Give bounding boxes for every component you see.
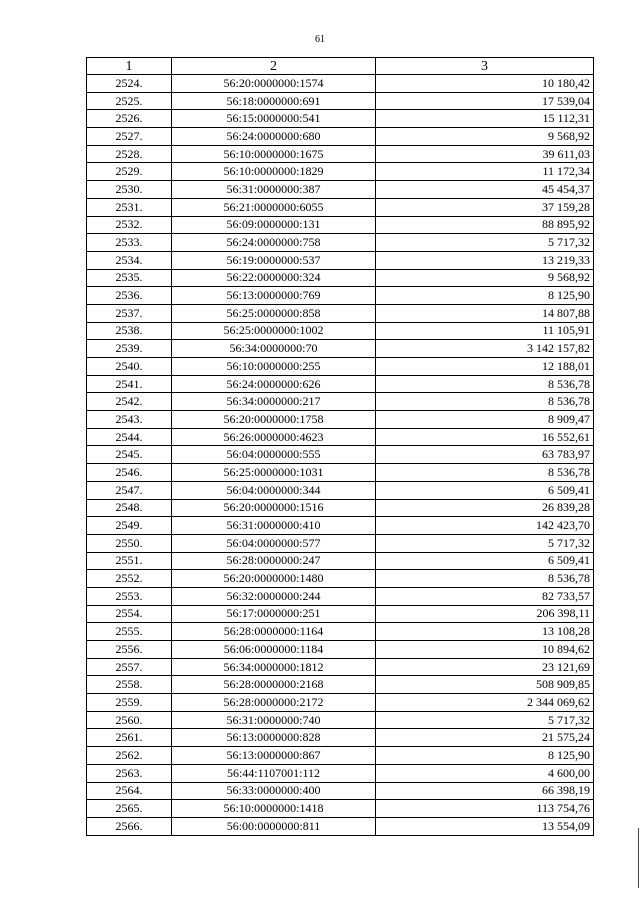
row-number-cell: 2545. [87, 446, 172, 464]
table-row [87, 234, 594, 252]
cadastral-number-cell: 56:18:0000000:691 [172, 92, 376, 110]
table-row [87, 641, 594, 659]
table-row [87, 570, 594, 588]
value-cell: 13 108,28 [376, 623, 594, 641]
row-number-cell: 2540. [87, 358, 172, 376]
row-number-cell: 2525. [87, 92, 172, 110]
table-row [87, 92, 594, 110]
table-row [87, 658, 594, 676]
value-cell: 206 398,11 [376, 605, 594, 623]
row-number-cell: 2554. [87, 605, 172, 623]
value-cell: 26 839,28 [376, 499, 594, 517]
value-cell: 5 717,32 [376, 534, 594, 552]
row-number-cell: 2543. [87, 411, 172, 429]
cadastral-number-cell: 56:20:0000000:1480 [172, 570, 376, 588]
row-number-cell: 2528. [87, 145, 172, 163]
value-cell: 8 536,78 [376, 464, 594, 482]
row-number-cell: 2530. [87, 181, 172, 199]
cadastral-number-cell: 56:24:0000000:626 [172, 375, 376, 393]
table-row [87, 534, 594, 552]
row-number-cell: 2541. [87, 375, 172, 393]
value-cell: 3 142 157,82 [376, 340, 594, 358]
value-cell: 9 568,92 [376, 128, 594, 146]
row-number-cell: 2550. [87, 534, 172, 552]
cadastral-number-cell: 56:34:0000000:217 [172, 393, 376, 411]
cadastral-number-cell: 56:10:0000000:255 [172, 358, 376, 376]
value-cell: 88 895,92 [376, 216, 594, 234]
row-number-cell: 2527. [87, 128, 172, 146]
table-row [87, 181, 594, 199]
cadastral-number-cell: 56:31:0000000:410 [172, 517, 376, 535]
value-cell: 8 536,78 [376, 570, 594, 588]
value-cell: 15 112,31 [376, 110, 594, 128]
table-row [87, 393, 594, 411]
row-number-cell: 2538. [87, 322, 172, 340]
row-number-cell: 2560. [87, 711, 172, 729]
table-row [87, 163, 594, 181]
cadastral-number-cell: 56:33:0000000:400 [172, 782, 376, 800]
row-number-cell: 2562. [87, 747, 172, 765]
table-row [87, 817, 594, 835]
row-number-cell: 2565. [87, 800, 172, 818]
value-cell: 508 909,85 [376, 676, 594, 694]
row-number-cell: 2537. [87, 304, 172, 322]
value-cell: 8 125,90 [376, 747, 594, 765]
value-cell: 10 894,62 [376, 641, 594, 659]
value-cell: 12 188,01 [376, 358, 594, 376]
row-number-cell: 2532. [87, 216, 172, 234]
row-number-cell: 2551. [87, 552, 172, 570]
cadastral-number-cell: 56:25:0000000:1031 [172, 464, 376, 482]
table-row [87, 587, 594, 605]
row-number-cell: 2547. [87, 481, 172, 499]
table-row [87, 711, 594, 729]
table-header [87, 58, 594, 75]
value-cell: 63 783,97 [376, 446, 594, 464]
row-number-cell: 2563. [87, 764, 172, 782]
table-body [87, 75, 594, 836]
cadastral-number-cell: 56:20:0000000:1758 [172, 411, 376, 429]
table-row [87, 287, 594, 305]
table-row [87, 800, 594, 818]
cadastral-number-cell: 56:10:0000000:1829 [172, 163, 376, 181]
table-row [87, 145, 594, 163]
row-number-cell: 2542. [87, 393, 172, 411]
table-row [87, 75, 594, 93]
row-number-cell: 2539. [87, 340, 172, 358]
value-cell: 14 807,88 [376, 304, 594, 322]
row-number-cell: 2552. [87, 570, 172, 588]
column-header-1: 1 [87, 58, 172, 75]
cadastral-number-cell: 56:34:0000000:1812 [172, 658, 376, 676]
cadastral-number-cell: 56:24:0000000:758 [172, 234, 376, 252]
table-row [87, 481, 594, 499]
row-number-cell: 2531. [87, 198, 172, 216]
table-row [87, 552, 594, 570]
column-header-3: 3 [376, 58, 594, 75]
cadastral-number-cell: 56:34:0000000:70 [172, 340, 376, 358]
table-row [87, 499, 594, 517]
cadastral-number-cell: 56:32:0000000:244 [172, 587, 376, 605]
value-cell: 5 717,32 [376, 711, 594, 729]
value-cell: 2 344 069,62 [376, 694, 594, 712]
cadastral-number-cell: 56:28:0000000:2168 [172, 676, 376, 694]
value-cell: 82 733,57 [376, 587, 594, 605]
table-row [87, 340, 594, 358]
row-number-cell: 2549. [87, 517, 172, 535]
value-cell: 8 909,47 [376, 411, 594, 429]
table-row [87, 304, 594, 322]
cadastral-number-cell: 56:20:0000000:1574 [172, 75, 376, 93]
cadastral-number-cell: 56:20:0000000:1516 [172, 499, 376, 517]
cadastral-number-cell: 56:26:0000000:4623 [172, 428, 376, 446]
cadastral-number-cell: 56:31:0000000:740 [172, 711, 376, 729]
table-row [87, 446, 594, 464]
value-cell: 39 611,03 [376, 145, 594, 163]
cadastral-number-cell: 56:10:0000000:1418 [172, 800, 376, 818]
page-edge-mark [638, 828, 639, 888]
cadastral-number-cell: 56:25:0000000:858 [172, 304, 376, 322]
table-row [87, 782, 594, 800]
row-number-cell: 2564. [87, 782, 172, 800]
table-row [87, 110, 594, 128]
row-number-cell: 2558. [87, 676, 172, 694]
value-cell: 66 398,19 [376, 782, 594, 800]
row-number-cell: 2546. [87, 464, 172, 482]
value-cell: 6 509,41 [376, 552, 594, 570]
table-row [87, 251, 594, 269]
row-number-cell: 2529. [87, 163, 172, 181]
cadastral-number-cell: 56:13:0000000:769 [172, 287, 376, 305]
table-row [87, 729, 594, 747]
table-row [87, 517, 594, 535]
cadastral-number-cell: 56:04:0000000:577 [172, 534, 376, 552]
value-cell: 8 536,78 [376, 375, 594, 393]
table-row [87, 198, 594, 216]
row-number-cell: 2534. [87, 251, 172, 269]
value-cell: 11 105,91 [376, 322, 594, 340]
value-cell: 8 125,90 [376, 287, 594, 305]
cadastral-number-cell: 56:28:0000000:247 [172, 552, 376, 570]
cadastral-value-table [86, 57, 594, 836]
row-number-cell: 2526. [87, 110, 172, 128]
cadastral-number-cell: 56:13:0000000:867 [172, 747, 376, 765]
value-cell: 6 509,41 [376, 481, 594, 499]
table-row [87, 411, 594, 429]
table-row [87, 375, 594, 393]
table-row [87, 676, 594, 694]
value-cell: 8 536,78 [376, 393, 594, 411]
cadastral-number-cell: 56:44:1107001:112 [172, 764, 376, 782]
cadastral-number-cell: 56:10:0000000:1675 [172, 145, 376, 163]
table-row [87, 428, 594, 446]
cadastral-number-cell: 56:25:0000000:1002 [172, 322, 376, 340]
table-row [87, 322, 594, 340]
row-number-cell: 2544. [87, 428, 172, 446]
page-number: 61 [315, 34, 325, 45]
row-number-cell: 2535. [87, 269, 172, 287]
value-cell: 113 754,76 [376, 800, 594, 818]
cadastral-number-cell: 56:00:0000000:811 [172, 817, 376, 835]
column-header-2: 2 [172, 58, 376, 75]
cadastral-number-cell: 56:21:0000000:6055 [172, 198, 376, 216]
cadastral-number-cell: 56:15:0000000:541 [172, 110, 376, 128]
cadastral-number-cell: 56:04:0000000:344 [172, 481, 376, 499]
cadastral-number-cell: 56:31:0000000:387 [172, 181, 376, 199]
row-number-cell: 2566. [87, 817, 172, 835]
value-cell: 9 568,92 [376, 269, 594, 287]
value-cell: 5 717,32 [376, 234, 594, 252]
cadastral-number-cell: 56:17:0000000:251 [172, 605, 376, 623]
value-cell: 37 159,28 [376, 198, 594, 216]
cadastral-number-cell: 56:22:0000000:324 [172, 269, 376, 287]
table-row [87, 747, 594, 765]
cadastral-number-cell: 56:19:0000000:537 [172, 251, 376, 269]
table-row [87, 269, 594, 287]
value-cell: 10 180,42 [376, 75, 594, 93]
value-cell: 4 600,00 [376, 764, 594, 782]
table-row [87, 694, 594, 712]
cadastral-number-cell: 56:28:0000000:2172 [172, 694, 376, 712]
value-cell: 142 423,70 [376, 517, 594, 535]
table-row [87, 358, 594, 376]
cadastral-number-cell: 56:09:0000000:131 [172, 216, 376, 234]
value-cell: 13 554,09 [376, 817, 594, 835]
cadastral-number-cell: 56:28:0000000:1164 [172, 623, 376, 641]
table-row [87, 128, 594, 146]
row-number-cell: 2553. [87, 587, 172, 605]
row-number-cell: 2561. [87, 729, 172, 747]
row-number-cell: 2524. [87, 75, 172, 93]
table-row [87, 605, 594, 623]
cadastral-number-cell: 56:04:0000000:555 [172, 446, 376, 464]
table-row [87, 216, 594, 234]
value-cell: 16 552,61 [376, 428, 594, 446]
value-cell: 45 454,37 [376, 181, 594, 199]
table-row [87, 764, 594, 782]
row-number-cell: 2557. [87, 658, 172, 676]
value-cell: 13 219,33 [376, 251, 594, 269]
row-number-cell: 2536. [87, 287, 172, 305]
value-cell: 11 172,34 [376, 163, 594, 181]
row-number-cell: 2556. [87, 641, 172, 659]
value-cell: 23 121,69 [376, 658, 594, 676]
header-row [87, 58, 594, 75]
table-row [87, 623, 594, 641]
value-cell: 17 539,04 [376, 92, 594, 110]
cadastral-number-cell: 56:24:0000000:680 [172, 128, 376, 146]
value-cell: 21 575,24 [376, 729, 594, 747]
row-number-cell: 2559. [87, 694, 172, 712]
row-number-cell: 2555. [87, 623, 172, 641]
row-number-cell: 2533. [87, 234, 172, 252]
cadastral-number-cell: 56:06:0000000:1184 [172, 641, 376, 659]
cadastral-number-cell: 56:13:0000000:828 [172, 729, 376, 747]
table-row [87, 464, 594, 482]
row-number-cell: 2548. [87, 499, 172, 517]
